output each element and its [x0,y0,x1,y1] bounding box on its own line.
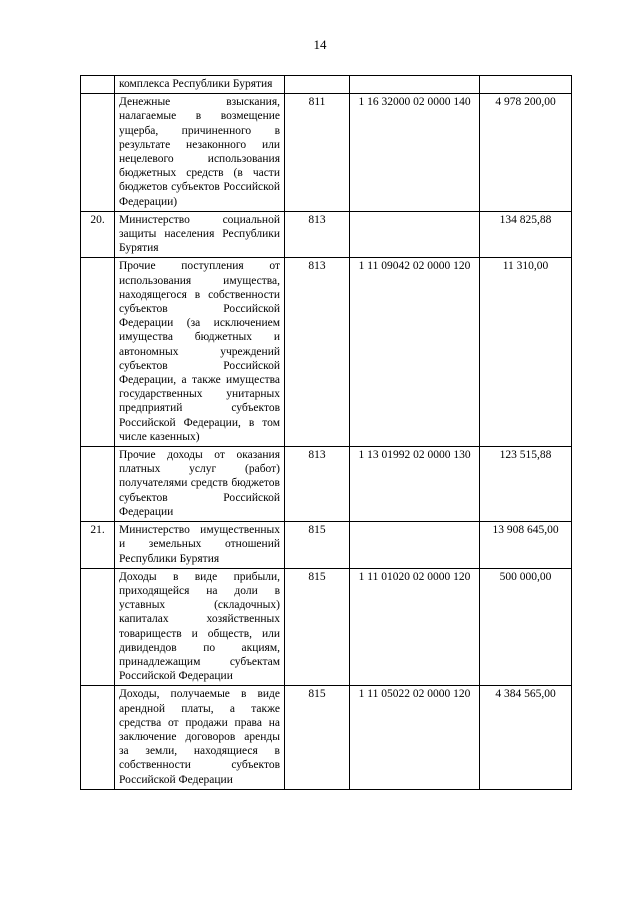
row-number [81,258,115,447]
table-row [81,211,572,258]
budget-class-code: 1 11 09042 02 0000 120 [350,258,480,447]
amount: 134 825,88 [480,211,572,258]
budget-class-code [350,211,480,258]
budget-class-code [350,76,480,94]
page-number: 14 [313,37,327,52]
admin-code [285,76,350,94]
admin-code: 813 [285,447,350,522]
revenue-name: Доходы в виде прибыли, приходящейся на доли в уставных (складочных) капиталах хозяйственных товариществ и обществ, или дивидендов по акциям, принадлежащим субъектам Российской Федерации [115,568,285,686]
revenue-name: Денежные взыскания, налагаемые в возмещение ущерба, причиненного в результате незаконного или нецелевого использования бюджетных средств (в части бюджетов субъектов Российской Федерации) [115,94,285,212]
row-number [81,568,115,686]
amount [480,76,572,94]
amount: 123 515,88 [480,447,572,522]
revenue-name: комплекса Республики Бурятия [115,76,285,94]
row-number [81,447,115,522]
admin-code: 815 [285,522,350,569]
amount: 4 978 200,00 [480,94,572,212]
budget-class-code: 1 13 01992 02 0000 130 [350,447,480,522]
revenue-name: Прочие доходы от оказания платных услуг (работ) получателями средств бюджетов субъектов Российской Федерации [115,447,285,522]
revenue-table [80,75,572,790]
row-number [81,76,115,94]
table-row [81,447,572,522]
revenue-name: Прочие поступления от использования имущества, находящегося в собственности субъектов Российской Федерации (за исключением имущества бюджетных и автономных учреждений субъектов Российской Федерации, а также имущества государственных унитарных предприятий субъектов Российской Федерации, в том числе казенных) [115,258,285,447]
row-number [81,686,115,789]
table-row [81,76,572,94]
admin-code: 813 [285,258,350,447]
amount: 500 000,00 [480,568,572,686]
budget-class-code: 1 11 01020 02 0000 120 [350,568,480,686]
admin-code: 813 [285,211,350,258]
amount: 13 908 645,00 [480,522,572,569]
admin-code: 811 [285,94,350,212]
budget-class-code: 1 11 05022 02 0000 120 [350,686,480,789]
revenue-name: Министерство социальной защиты населения Республики Бурятия [115,211,285,258]
table-row [81,94,572,212]
table-row [81,522,572,569]
row-number [81,94,115,212]
amount: 11 310,00 [480,258,572,447]
table-row [81,568,572,686]
row-number: 21. [81,522,115,569]
budget-class-code: 1 16 32000 02 0000 140 [350,94,480,212]
table-row [81,258,572,447]
revenue-name: Министерство имущественных и земельных отношений Республики Бурятия [115,522,285,569]
table-row [81,686,572,789]
budget-class-code [350,522,480,569]
revenue-name: Доходы, получаемые в виде арендной платы, а также средства от продажи права на заключение договоров аренды за земли, находящиеся в собственности субъектов Российской Федерации [115,686,285,789]
row-number: 20. [81,211,115,258]
amount: 4 384 565,00 [480,686,572,789]
admin-code: 815 [285,686,350,789]
admin-code: 815 [285,568,350,686]
